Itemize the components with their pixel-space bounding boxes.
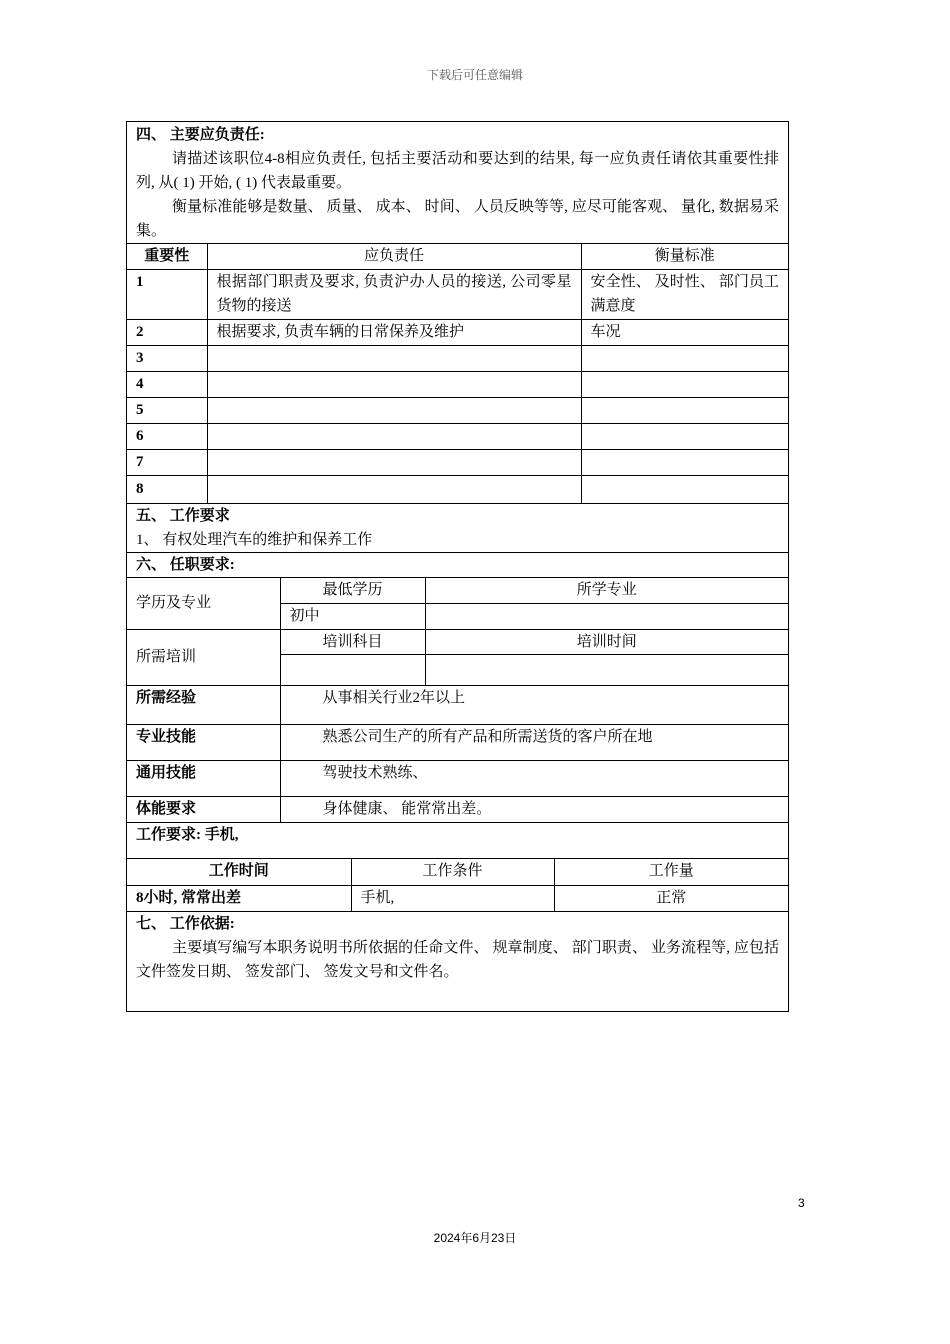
section-duties-title: 四、 主要应负责任: <box>136 127 265 143</box>
job-description-form <box>126 121 789 1012</box>
section-basis-title: 七、 工作依据: <box>136 916 235 932</box>
work-time-value: 8小时, 常常出差 <box>127 885 351 911</box>
section-qualifications-title: 六、 任职要求: <box>136 557 235 573</box>
page-header: 下载后可任意编辑 <box>426 68 523 82</box>
table-row <box>127 449 788 475</box>
row-standard <box>581 449 788 475</box>
row-duty <box>207 397 581 423</box>
row-standard: 安全性、 及时性、 部门员工满意度 <box>581 269 788 319</box>
education-label: 学历及专业 <box>127 578 280 629</box>
education-major-value <box>425 603 788 629</box>
row-number: 1 <box>127 269 207 319</box>
col-importance-header: 重要性 <box>127 244 207 269</box>
row-standard <box>581 475 788 503</box>
row-number: 6 <box>127 423 207 449</box>
work-conditions-block <box>127 822 788 858</box>
work-amount-header: 工作量 <box>554 859 788 885</box>
work-requirement-item: 1、 有权处理汽车的维护和保养工作 <box>136 532 373 548</box>
training-label: 所需培训 <box>127 629 280 685</box>
education-major-header: 所学专业 <box>425 578 788 603</box>
row-standard <box>581 345 788 371</box>
table-row <box>127 371 788 397</box>
professional-skill-label: 专业技能 <box>127 724 280 760</box>
row-duty <box>207 475 581 503</box>
row-standard <box>581 397 788 423</box>
row-number: 5 <box>127 397 207 423</box>
training-time-value <box>425 654 788 685</box>
basis-instruction: 主要填写编写本职务说明书所依据的任命文件、 规章制度、 部门职责、 业务流程等, 应包括文件签发日期、 签发部门、 签发文号和文件名。 <box>136 940 779 980</box>
row-duty: 根据要求, 负责车辆的日常保养及维护 <box>207 319 581 345</box>
row-number: 4 <box>127 371 207 397</box>
training-subject-header: 培训科目 <box>280 629 425 654</box>
work-condition-value: 手机, <box>351 885 554 911</box>
row-standard <box>581 371 788 397</box>
table-row <box>127 345 788 371</box>
professional-skill-value: 熟悉公司生产的所有产品和所需送货的客户所在地 <box>280 724 788 760</box>
physical-value: 身体健康、 能常常出差。 <box>280 796 788 822</box>
section-duties <box>127 122 788 243</box>
work-time-header: 工作时间 <box>127 859 351 885</box>
col-standard-header: 衡量标准 <box>581 244 788 269</box>
table-row <box>127 423 788 449</box>
row-duty <box>207 345 581 371</box>
section-work-requirements-title: 五、 工作要求 <box>136 508 230 524</box>
row-duty: 根据部门职责及要求, 负责沪办人员的接送, 公司零星货物的接送 <box>207 269 581 319</box>
duties-instruction-2: 衡量标准能够是数量、 质量、 成本、 时间、 人员反映等等, 应尽可能客观、 量化, 数据易采集。 <box>136 199 779 239</box>
work-amount-value: 正常 <box>554 885 788 911</box>
table-row <box>127 269 788 319</box>
section-basis <box>127 911 788 1011</box>
work-condition-header: 工作条件 <box>351 859 554 885</box>
row-number: 3 <box>127 345 207 371</box>
table-row <box>127 475 788 503</box>
footer-date: 2024年6月23日 <box>433 1231 517 1245</box>
education-min-header: 最低学历 <box>280 578 425 603</box>
qualifications-table <box>127 578 788 822</box>
col-duty-header: 应负责任 <box>207 244 581 269</box>
experience-value: 从事相关行业2年以上 <box>280 685 788 724</box>
page-number: 3 <box>798 1196 805 1210</box>
general-skill-value: 驾驶技术熟练、 <box>280 760 788 796</box>
row-duty <box>207 423 581 449</box>
row-duty <box>207 371 581 397</box>
physical-label: 体能要求 <box>127 796 280 822</box>
general-skill-label: 通用技能 <box>127 760 280 796</box>
section-qualifications <box>127 552 788 577</box>
row-standard <box>581 423 788 449</box>
experience-label: 所需经验 <box>127 685 280 724</box>
work-conditions-table <box>127 859 788 911</box>
duties-instruction-1: 请描述该职位4-8相应负责任, 包括主要活动和要达到的结果, 每一应负责任请依其重要性排列, 从( 1) 开始, ( 1) 代表最重要。 <box>136 151 779 191</box>
training-subject-value <box>280 654 425 685</box>
row-number: 8 <box>127 475 207 503</box>
table-row <box>127 397 788 423</box>
row-number: 2 <box>127 319 207 345</box>
table-row <box>127 319 788 345</box>
work-conditions-title: 工作要求: 手机, <box>136 827 239 843</box>
row-duty <box>207 449 581 475</box>
section-work-requirements <box>127 503 788 552</box>
row-number: 7 <box>127 449 207 475</box>
training-time-header: 培训时间 <box>425 629 788 654</box>
duties-table <box>127 244 788 503</box>
row-standard: 车况 <box>581 319 788 345</box>
education-min-value: 初中 <box>280 603 425 629</box>
